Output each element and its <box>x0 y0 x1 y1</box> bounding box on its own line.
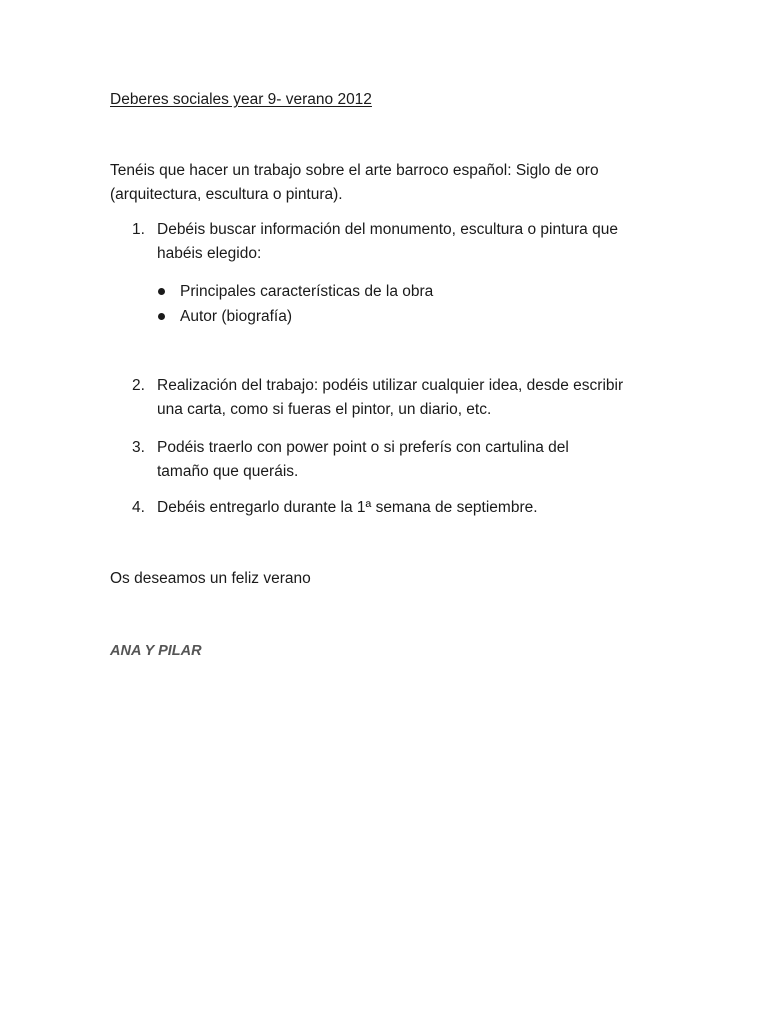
list-item-2 <box>132 374 672 422</box>
intro-line: (arquitectura, escultura o pintura). <box>110 186 343 203</box>
intro-line: Tenéis que hacer un trabajo sobre el arte barroco español: Siglo de oro <box>110 162 599 179</box>
list-item-number: 1. <box>132 221 145 238</box>
signature: ANA Y PILAR <box>110 643 202 659</box>
bullet-item <box>157 304 433 329</box>
list-item-text: Realización del trabajo: podéis utilizar cualquier idea, desde escribir <box>157 377 624 394</box>
list-item-text: una carta, como si fueras el pintor, un diario, etc. <box>157 401 492 418</box>
list-item-text: Debéis entregarlo durante la 1ª semana de septiembre. <box>157 499 538 516</box>
bullet-text: Autor (biografía) <box>180 308 292 325</box>
bullet-text: Principales características de la obra <box>180 283 434 300</box>
list-item-text: Debéis buscar información del monumento, escultura o pintura que <box>157 221 618 238</box>
bullet-dot-icon <box>158 313 165 320</box>
list-item-text: Podéis traerlo con power point o si preferís con cartulina del <box>157 439 569 456</box>
list-item-text: habéis elegido: <box>157 245 262 262</box>
list-item-number: 4. <box>132 499 145 516</box>
list-item-number: 3. <box>132 439 145 456</box>
list-item-4 <box>132 496 672 520</box>
document-title: Deberes sociales year 9- verano 2012 <box>110 91 372 108</box>
list-item-3 <box>132 436 672 484</box>
list-item-text: tamaño que queráis. <box>157 463 299 480</box>
bullet-item <box>157 279 433 304</box>
intro-paragraph <box>110 159 670 207</box>
list-item-1 <box>132 218 672 266</box>
list-item-number: 2. <box>132 377 145 394</box>
bullet-list <box>157 279 433 329</box>
bullet-dot-icon <box>158 288 165 295</box>
closing-line: Os deseamos un feliz verano <box>110 570 311 587</box>
